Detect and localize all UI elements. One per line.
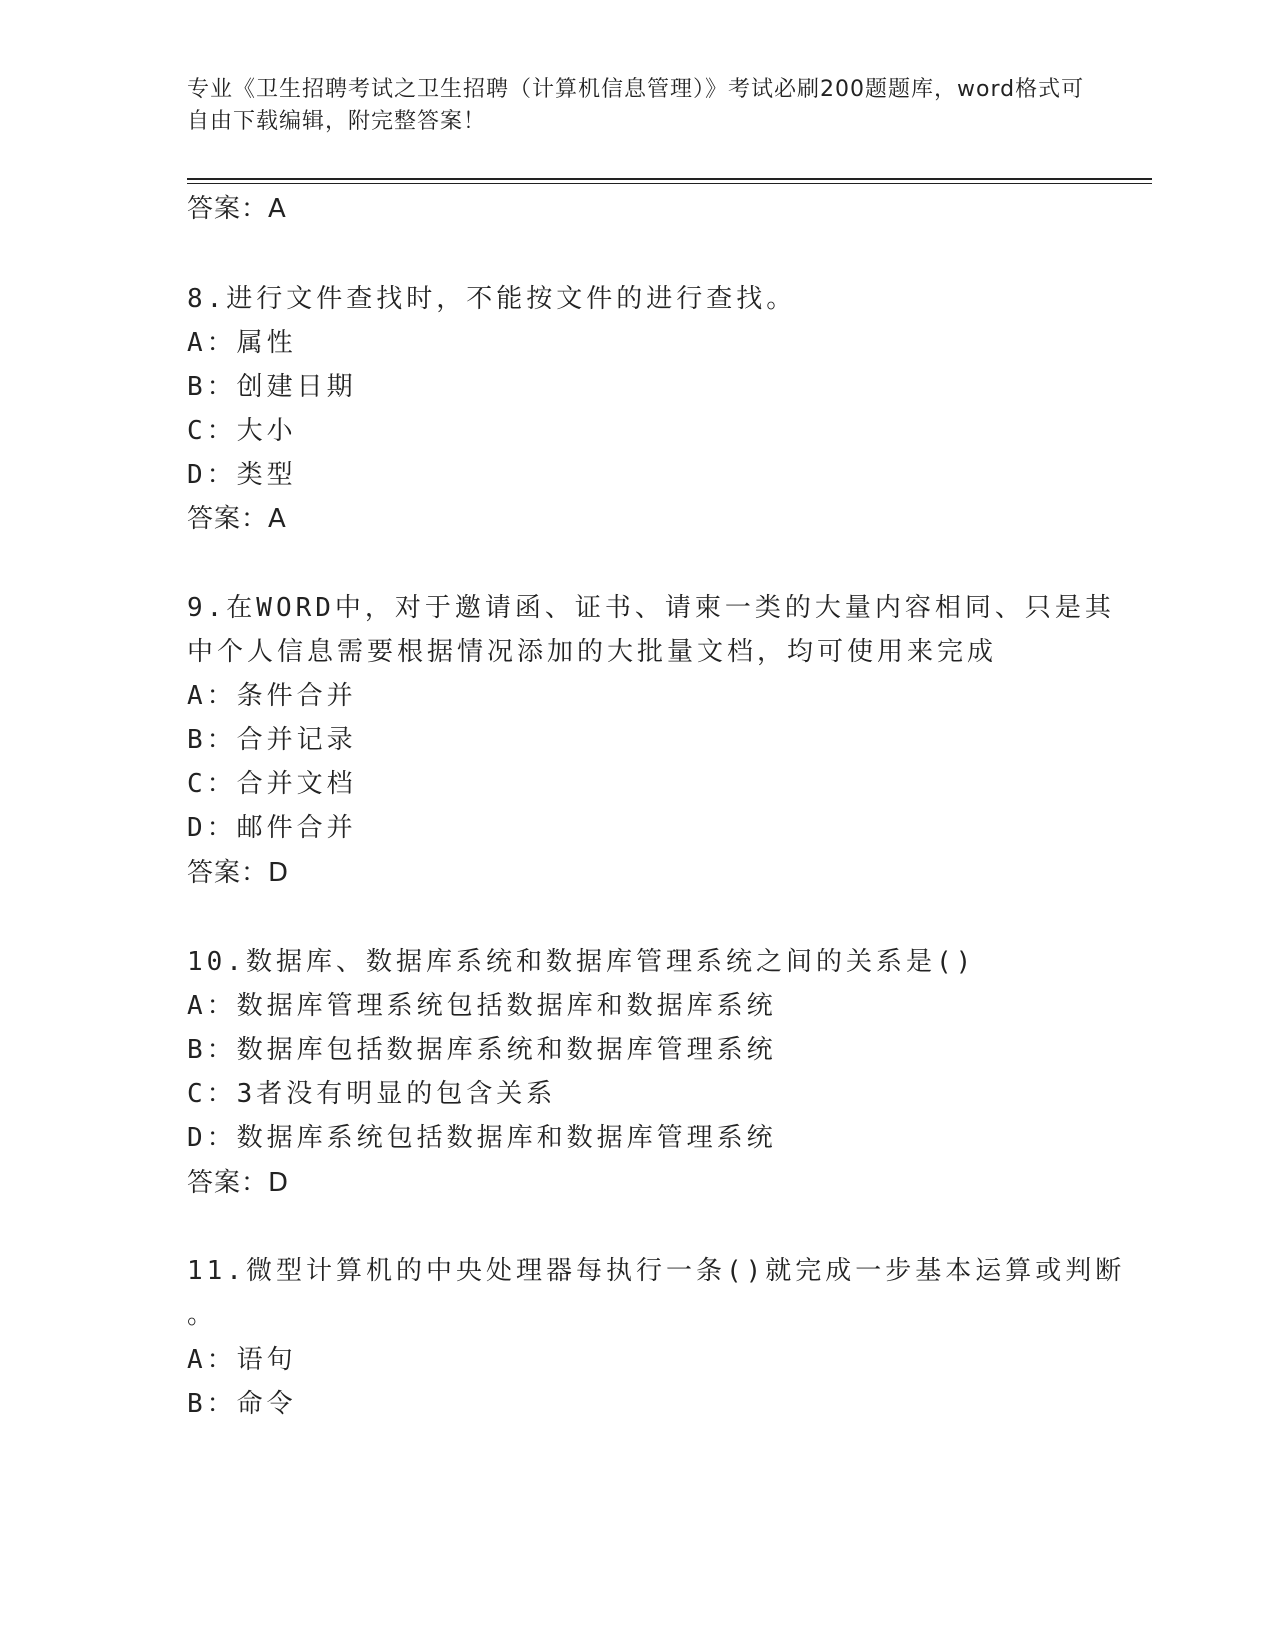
- question-11-stem-line1: 11.微型计算机的中央处理器每执行一条()就完成一步基本运算或判断: [187, 1256, 1126, 1286]
- question-9-option-d: D：邮件合并: [187, 813, 357, 843]
- question-9-option-b: B：合并记录: [187, 725, 357, 755]
- question-8-stem: 8.进行文件查找时，不能按文件的进行查找。: [187, 284, 797, 314]
- question-10-option-d: D：数据库系统包括数据库和数据库管理系统: [187, 1123, 777, 1153]
- question-8-answer: 答案：A: [187, 504, 287, 534]
- question-8-option-c: C：大小: [187, 416, 297, 446]
- header-divider-thick: [187, 178, 1152, 180]
- document-header: 专业《卫生招聘考试之卫生招聘（计算机信息管理）》考试必刷200题题库，word格式可自由下载编辑，附完整答案！: [187, 77, 1085, 134]
- question-9-stem-line1: 9.在WORD中，对于邀请函、证书、请柬一类的大量内容相同、只是其: [187, 593, 1115, 623]
- header-divider-thin: [187, 183, 1152, 184]
- question-9-option-a: A：条件合并: [187, 681, 357, 711]
- question-9-option-c: C：合并文档: [187, 769, 357, 799]
- question-10-stem: 10.数据库、数据库系统和数据库管理系统之间的关系是(): [187, 947, 976, 977]
- answer-line: 答案：A: [187, 194, 287, 224]
- question-10-answer: 答案：D: [187, 1168, 290, 1198]
- question-9-answer: 答案：D: [187, 858, 290, 888]
- question-11-stem-line2: 。: [187, 1300, 218, 1330]
- question-11-option-b: B：命令: [187, 1389, 297, 1419]
- question-10-option-c: C：3者没有明显的包含关系: [187, 1079, 557, 1109]
- question-10-option-a: A：数据库管理系统包括数据库和数据库系统: [187, 991, 777, 1021]
- question-8-option-d: D：类型: [187, 460, 297, 490]
- question-11-option-a: A：语句: [187, 1345, 297, 1375]
- question-8-option-a: A：属性: [187, 328, 297, 358]
- question-8-option-b: B：创建日期: [187, 372, 357, 402]
- question-10-option-b: B：数据库包括数据库系统和数据库管理系统: [187, 1035, 777, 1065]
- question-9-stem-line2: 中个人信息需要根据情况添加的大批量文档，均可使用来完成: [187, 637, 998, 667]
